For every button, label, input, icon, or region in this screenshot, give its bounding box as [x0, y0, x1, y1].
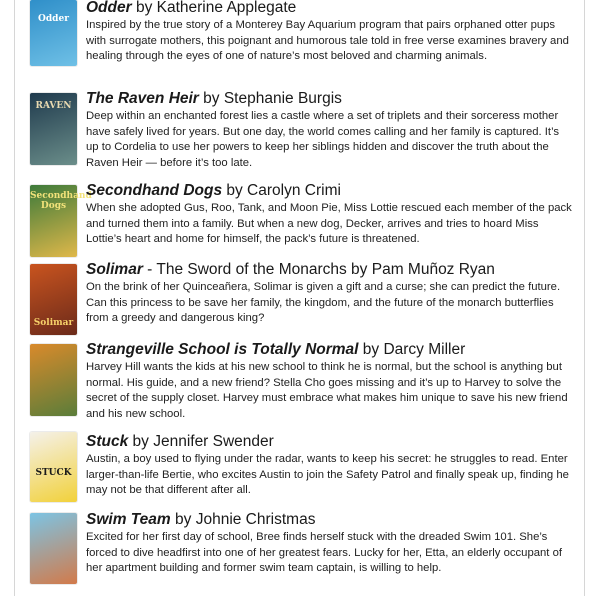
book-cover-stuck: [30, 432, 77, 502]
book-author: - The Sword of the Monarchs by Pam Muñoz Ryan: [142, 261, 495, 278]
book-cover-odder: [30, 0, 77, 66]
book-cover-label: Solimar: [33, 318, 74, 328]
book-title: Secondhand Dogs: [86, 182, 223, 199]
book-cover-swim-team: [30, 513, 77, 584]
book-description: On the brink of her Quinceañera, Solimar is given a gift and a curse; she can predict the future. Can this princess to be save her family, the kingdom, and the future of the monarch butterflies from a greedy and dangerous king?: [86, 281, 561, 325]
book-author: by Carolyn Crimi: [222, 182, 341, 199]
book-title: Strangeville School is Totally Normal: [86, 341, 359, 358]
book-title-line: [86, 181, 574, 200]
book-text: [86, 0, 574, 65]
book-author: by Stephanie Burgis: [198, 90, 342, 107]
book-cover-strangeville-school: [30, 344, 77, 416]
book-cover-secondhand-dogs: [30, 185, 92, 257]
book-description: Deep within an enchanted forest lies a castle where a set of triplets and their sorceress mother have safely lived for years. But one day, the world comes calling and her family is captured. It’s up to Cordelia to use her powers to keep her siblings hidden and discover the truth about the Raven Heir — before it’s too late.: [86, 110, 560, 169]
book-text: [86, 510, 574, 577]
book-cover-label: Odder: [38, 14, 69, 24]
book-title: The Raven Heir: [86, 90, 199, 107]
book-text: [86, 181, 574, 248]
book-text: [86, 260, 574, 327]
book-cover-label: Secondhand Dogs: [30, 191, 92, 211]
book-cover-label: STUCK: [35, 468, 72, 478]
book-cover-raven-heir: [30, 93, 77, 165]
book-title-line: [86, 260, 574, 279]
book-author: by Johnie Christmas: [170, 511, 316, 528]
book-title: Swim Team: [86, 511, 171, 528]
book-author: by Katherine Applegate: [131, 0, 297, 16]
right-border: [584, 0, 585, 596]
book-cover-label: RAVEN: [35, 101, 72, 111]
left-border: [14, 0, 15, 596]
book-text: [86, 432, 574, 499]
book-text: [86, 89, 574, 171]
book-title-line: [86, 432, 574, 451]
book-text: [86, 340, 574, 422]
book-cover-solimar: [30, 264, 77, 335]
book-title-line: [86, 510, 574, 529]
book-title: Stuck: [86, 433, 129, 450]
book-description: When she adopted Gus, Roo, Tank, and Moon Pie, Miss Lottie rescued each member of the pack and turned them into a family. But when a new dog, Decker, arrives and tries to hoard Miss Lottie’s heart and home for himself, the pack’s future is threatened.: [86, 202, 572, 246]
book-title: Solimar: [86, 261, 143, 278]
book-description: Harvey Hill wants the kids at his new school to think he is normal, but the school is anything but normal. His guide, and a new friend? Stella Cho goes missing and it’s up to Harvey to solve the secret of the supply closet. Harvey must embrace what makes him unique to save his new friend and his new school.: [86, 361, 568, 420]
book-description: Inspired by the true story of a Monterey Bay Aquarium program that pairs orphaned otter pups with surrogate mothers, this poignant and humorous tale told in free verse examines bravery and healing through the eyes of one of nature’s most beloved and charming animals.: [86, 19, 569, 63]
book-title-line: [86, 89, 574, 108]
book-description: Excited for her first day of school, Bree finds herself stuck with the dreaded Swim 101. She’s forced to dive headfirst into one of her greatest fears. Lucky for her, Etta, an elderly occupant of her apartment building and former swim team captain, is willing to help.: [86, 531, 562, 575]
book-title-line: [86, 0, 574, 17]
book-title: Odder: [86, 0, 132, 16]
book-author: by Jennifer Swender: [128, 433, 274, 450]
book-author: by Darcy Miller: [358, 341, 466, 358]
book-title-line: [86, 340, 574, 359]
book-description: Austin, a boy used to flying under the radar, wants to keep his secret: he struggles to read. Enter larger-than-life Bertie, who excites Austin to join the Safety Patrol and finally speak up, finding he may not be that different after all.: [86, 453, 569, 497]
